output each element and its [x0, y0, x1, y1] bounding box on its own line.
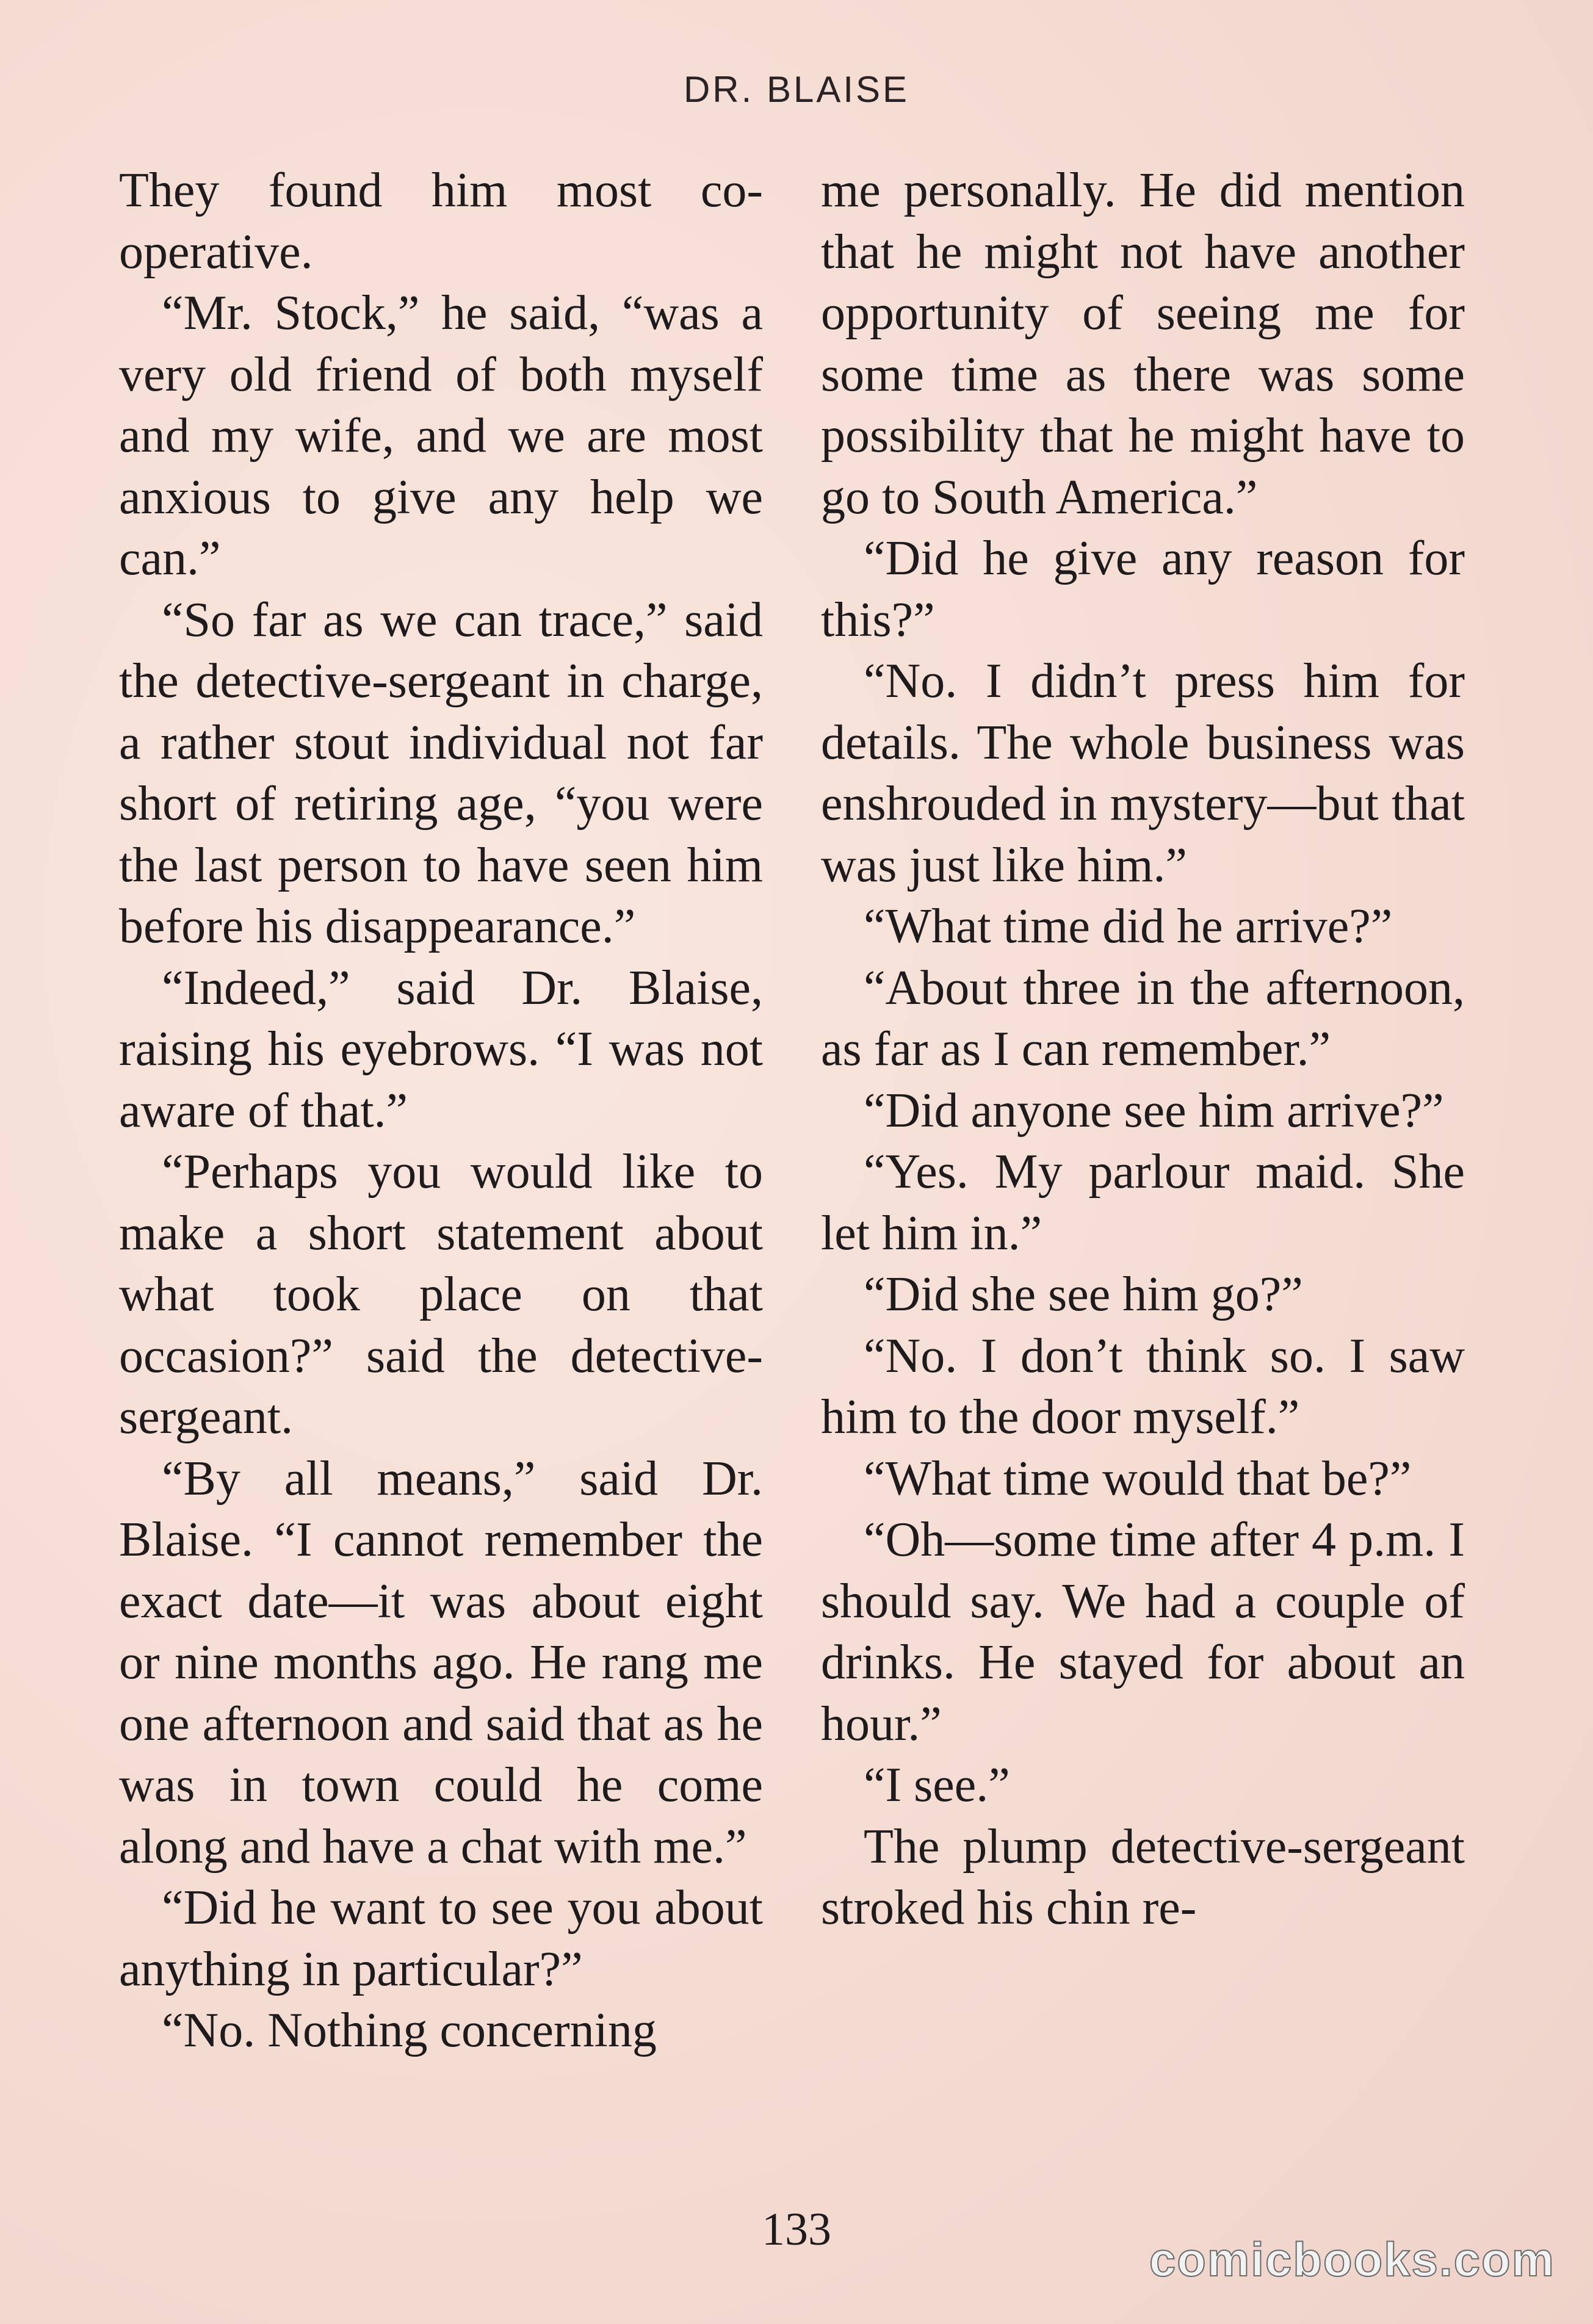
paragraph: “Did she see him go?”: [864, 1268, 1303, 1321]
paragraph: “Yes. My parlour maid. She let him in.”: [821, 1145, 1465, 1260]
watermark: comicbooks.com: [1149, 2232, 1555, 2286]
paragraph: “About three in the afternoon, as far as I can remember.”: [821, 961, 1465, 1076]
paragraph: me personally. He did mention that he might not have another opportunity of seeing me for some time as there was some possibility that he might have to go to South America.”: [821, 164, 1465, 524]
paragraph: “No. I didn’t press him for details. The whole business was enshrouded in mystery—but that was just like him.”: [821, 654, 1465, 892]
page-number: 133: [762, 2204, 831, 2255]
paragraph: “No. Nothing concerning: [162, 2004, 657, 2057]
paragraph: “So far as we can trace,” said the detective-sergeant in charge, a rather stout individual not far short of retiring age, “you were the last person to have seen him before his disappearance.”: [119, 593, 763, 953]
paragraph: “Perhaps you would like to make a short statement about what took place on that occasion?” said the detective-sergeant.: [119, 1145, 763, 1444]
paragraph: “I see.”: [864, 1758, 1010, 1812]
paragraph: “What time did he arrive?”: [864, 900, 1393, 953]
paragraph: “Oh—some time after 4 p.m. I should say. We had a couple of drinks. He stayed for about an hour.”: [821, 1513, 1465, 1751]
right-column: [821, 160, 1465, 1939]
paragraph: “Did he give any reason for this?”: [821, 532, 1465, 647]
paragraph: The plump detective-sergeant stroked his chin re-: [821, 1819, 1465, 1935]
paragraph: “Mr. Stock,” he said, “was a very old friend of both myself and my wife, and we are most anxious to give any help we can.”: [119, 286, 763, 585]
paragraph: “Did anyone see him arrive?”: [864, 1083, 1444, 1138]
running-head: DR. BLAISE: [683, 69, 910, 110]
paragraph: “By all means,” said Dr. Blaise. “I cannot remember the exact date—it was about eight or nine months ago. He rang me one afternoon and said that as he was in town could he come along and have a chat with me.”: [119, 1451, 763, 1874]
paragraph: “No. I don’t think so. I saw him to the door myself.”: [821, 1329, 1465, 1444]
paragraph: “Did he want to see you about anything in particular?”: [119, 1881, 763, 1996]
paragraph: “Indeed,” said Dr. Blaise, raising his eyebrows. “I was not aware of that.”: [119, 961, 763, 1138]
left-column: [119, 160, 763, 2062]
paragraph: “What time would that be?”: [864, 1451, 1412, 1506]
paragraph: They found him most co-operative.: [119, 164, 763, 279]
